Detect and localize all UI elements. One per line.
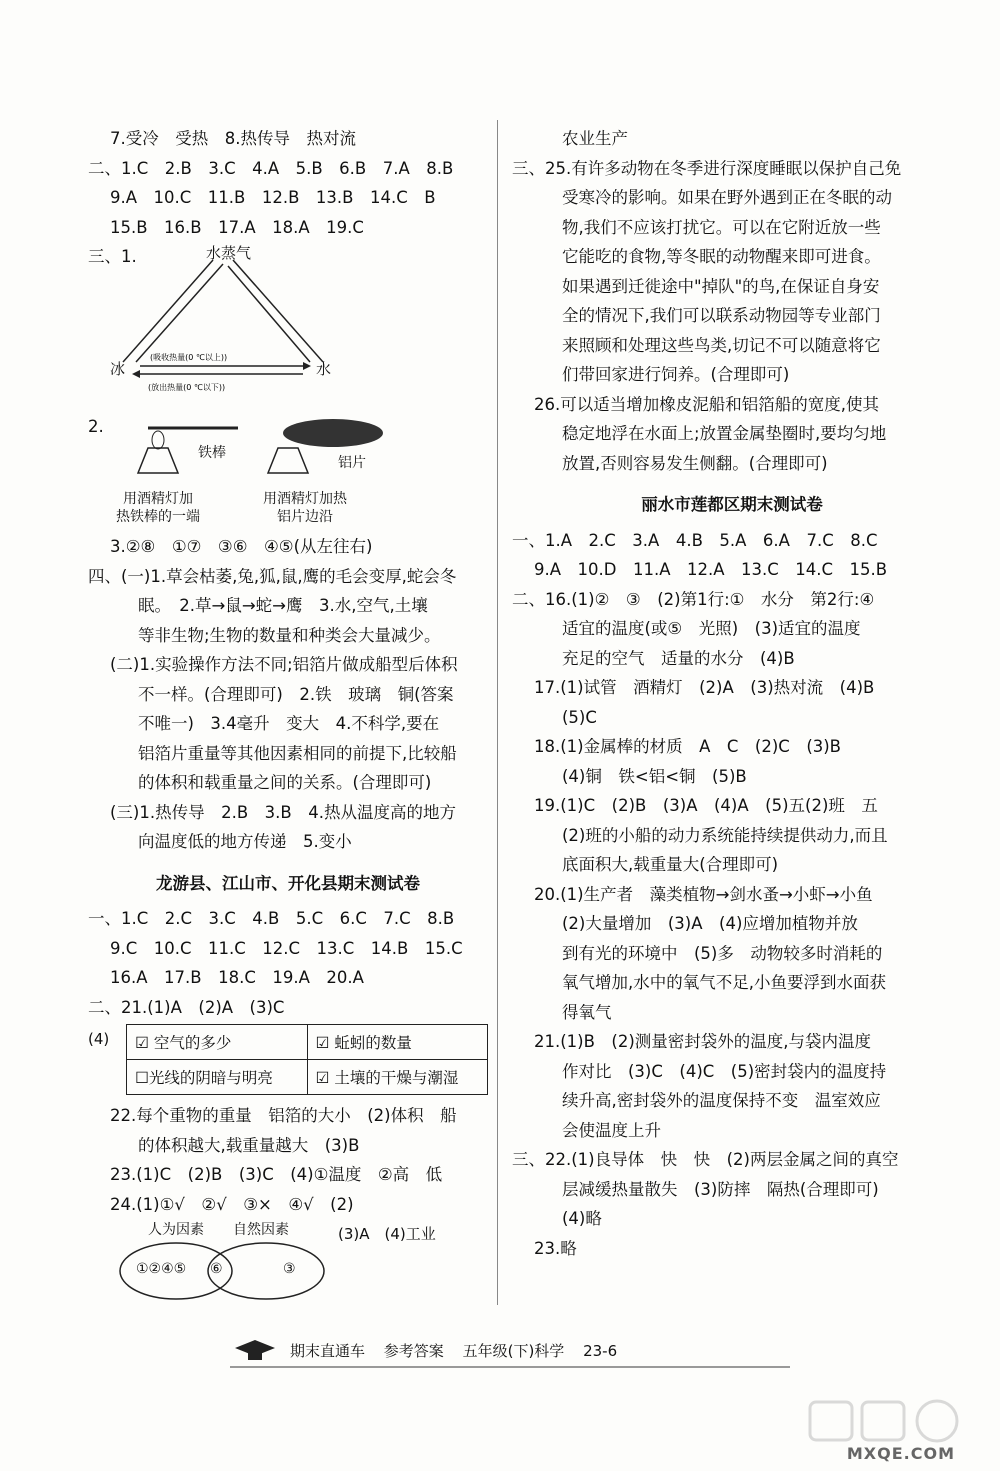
heating-figure — [88, 412, 488, 532]
answer-line: 全的情况下,我们可以联系动物园等专业部门 — [562, 306, 881, 325]
answer-line: 们带回家进行饲养。(合理即可) — [562, 365, 790, 384]
left-column — [88, 124, 488, 1309]
caption-line: 用酒精灯加热 — [263, 491, 347, 507]
right-column — [512, 124, 952, 1263]
graduation-cap-icon — [230, 1336, 280, 1366]
answer-line: 四、(一)1.草会枯萎,兔,狐,鼠,鹰的毛会变厚,蛇会冬 — [88, 566, 457, 586]
answer-line: 的体积和载重量之间的关系。(合理即可) — [138, 773, 432, 792]
watermark-text: MXQE.COM — [846, 1444, 955, 1463]
answer-line: 9.A 10.C 11.B 12.B 13.B 14.C B — [110, 188, 436, 207]
answer-line: 不一样。(合理即可) 2.铁 玻璃 铜(答案 — [138, 684, 454, 704]
footer-answers: 参考答案 — [383, 1342, 444, 1360]
caption-line: 热铁棒的一端 — [116, 509, 200, 525]
factor-table — [126, 1024, 488, 1095]
answer-line: 2. — [88, 417, 104, 436]
answer-line: 三、22.(1)良导体 快 快 (2)两层金属之间的真空 — [512, 1150, 899, 1169]
answer-line: 等非生物;生物的数量和种类会大量减少。 — [138, 625, 441, 645]
answer-line: (4)略 — [562, 1209, 602, 1228]
table-cell: ☐光线的阴暗与明亮 — [127, 1060, 308, 1095]
answer-line: 到有光的环境中 (5)多 动物较多时消耗的 — [562, 943, 883, 963]
caption-2 — [263, 490, 347, 526]
section-title: 丽水市莲都区期末测试卷 — [641, 495, 823, 514]
answer-line: 铝箔片重量等其他因素相同的前提下,比较船 — [138, 743, 457, 763]
answer-line: (5)C — [562, 707, 597, 727]
answer-line: 会使温度上升 — [562, 1120, 661, 1140]
answer-line: 底面积大,载重量大(合理即可) — [562, 855, 779, 874]
caption-line: 铝片边沿 — [277, 509, 333, 525]
answer-line: 的体积越大,载重量越大 (3)B — [138, 1135, 360, 1155]
caption-1 — [116, 490, 200, 526]
answer-line: 得氧气 — [562, 1002, 612, 1022]
answer-line: 三、1. — [88, 247, 137, 266]
answer-line: 23.略 — [534, 1238, 577, 1258]
answer-line: 21.(1)B (2)测量密封袋外的温度,与袋内温度 — [534, 1032, 872, 1051]
label-rod: 铁棒 — [198, 445, 226, 461]
answer-line: 9.A 10.D 11.A 12.A 13.C 14.C 15.B — [534, 560, 888, 579]
venn-right: ③ — [283, 1261, 296, 1277]
venn-label: 自然因素 — [233, 1222, 289, 1238]
answer-line: (二)1.实验操作方法不同;铝箔片做成船型后体积 — [110, 655, 458, 674]
answer-line: 17.(1)试管 酒精灯 (2)A (3)热对流 (4)B — [534, 678, 875, 697]
footer-text — [290, 1340, 631, 1361]
answer-line: 一、1.A 2.C 3.A 4.B 5.A 6.A 7.C 8.C — [512, 530, 878, 550]
answer-line: 充足的空气 适量的水分 (4)B — [562, 648, 795, 668]
answer-line: 三、25.有许多动物在冬季进行深度睡眠以保护自己免 — [512, 158, 902, 178]
answer-line: (4) — [88, 1030, 110, 1048]
venn-figure — [88, 1219, 488, 1309]
answer-line: 氧气增加,水中的氧气不足,小鱼要浮到水面获 — [562, 973, 886, 992]
answer-line: 受寒冷的影响。如果在野外遇到正在冬眠的动 — [562, 188, 892, 207]
label-plate: 铝片 — [338, 455, 366, 471]
answer-line: 15.B 16.B 17.A 18.A 19.C — [110, 217, 364, 237]
answer-line: 如果遇到迁徙途中"掉队"的鸟,在保证自身安 — [562, 276, 880, 296]
table-cell: ☑ 空气的多少 — [127, 1025, 308, 1060]
answer-line: (4)铜 铁<铝<铜 (5)B — [562, 766, 747, 786]
venn-label: 人为因素 — [148, 1222, 204, 1238]
answer-line: 不唯一) 3.4毫升 变大 4.不科学,要在 — [138, 714, 440, 733]
answer-line: (三)1.热传导 2.B 3.B 4.热从温度高的地方 — [110, 802, 456, 822]
answer-line: 作对比 (3)C (4)C (5)密封袋内的温度持 — [562, 1061, 887, 1081]
answer-line: 9.C 10.C 11.C 12.C 13.C 14.B 15.C — [110, 938, 463, 958]
answer-line: 一、1.C 2.C 3.C 4.B 5.C 6.C 7.C 8.B — [88, 909, 455, 928]
answer-line: 20.(1)生产者 藻类植物→剑水蚤→小虾→小鱼 — [534, 884, 873, 904]
answer-line: 续升高,密封袋外的温度保持不变 温室效应 — [562, 1091, 881, 1110]
answer-line: 来照顾和处理这些鸟类,切记不可以随意将它 — [562, 335, 881, 355]
answer-line: 物,我们不应该打扰它。可以在它附近放一些 — [562, 217, 881, 237]
answer-line: 层减缓热量散失 (3)防摔 隔热(合理即可) — [562, 1179, 879, 1199]
watermark-icon — [802, 1396, 972, 1446]
answer-line: 7.受冷 受热 8.热传导 热对流 — [110, 129, 356, 148]
label-vapor: 水蒸气 — [206, 244, 252, 262]
label-ice: 冰 — [110, 360, 126, 378]
answer-line: 向温度低的地方传递 5.变小 — [138, 832, 352, 851]
answer-line: 3.②⑧ ①⑦ ③⑥ ④⑤(从左往右) — [110, 537, 373, 556]
answer-line: 放置,否则容易发生侧翻。(合理即可) — [562, 453, 828, 473]
label-water: 水 — [316, 360, 332, 378]
heating-apparatus — [118, 418, 418, 488]
answer-line: 它能吃的食物,等冬眠的动物醒来即可进食。 — [562, 247, 881, 266]
answer-line: (3)A (4)工业 — [338, 1225, 436, 1243]
answer-line: (2)大量增加 (3)A (4)应增加植物并放 — [562, 914, 858, 933]
column-divider — [497, 120, 498, 1305]
answer-line: 稳定地浮在水面上;放置金属垫圈时,要均匀地 — [562, 424, 887, 443]
answer-line: 19.(1)C (2)B (3)A (4)A (5)五(2)班 五 — [534, 796, 878, 815]
water-cycle-diagram — [118, 242, 338, 412]
footer-page: 23-6 — [583, 1342, 618, 1360]
caption-line: 用酒精灯加 — [123, 491, 193, 507]
answer-line: 二、16.(1)② ③ (2)第1行:① 水分 第2行:④ — [512, 589, 875, 609]
table-cell: ☑ 土壤的干燥与潮湿 — [307, 1060, 488, 1095]
answer-line: 眠。 2.草→鼠→蛇→鹰 3.水,空气,土壤 — [138, 596, 428, 615]
answer-line: 二、21.(1)A (2)A (3)C — [88, 997, 285, 1017]
answer-line: 二、1.C 2.B 3.C 4.A 5.B 6.B 7.A 8.B — [88, 158, 454, 178]
venn-mid: ⑥ — [210, 1261, 223, 1277]
table-cell: ☑ 蚯蚓的数量 — [307, 1025, 488, 1060]
answer-line: 23.(1)C (2)B (3)C (4)①温度 ②高 低 — [110, 1165, 443, 1184]
answer-line: 26.可以适当增加橡皮泥船和铝箔船的宽度,使其 — [534, 394, 879, 414]
answer-line: 24.(1)①√ ②√ ③× ④√ (2) — [110, 1194, 354, 1214]
water-cycle-figure — [88, 242, 488, 412]
label-a5: (吸收热量(0 ℃以上)) — [150, 353, 228, 362]
answer-line: 适宜的温度(或⑤ 光照) (3)适宜的温度 — [562, 619, 861, 638]
answer-line: (2)班的小船的动力系统能持续提供动力,而且 — [562, 825, 888, 845]
answer-line: 农业生产 — [562, 129, 628, 148]
answer-line: 16.A 17.B 18.C 19.A 20.A — [110, 968, 364, 987]
page-footer — [230, 1336, 790, 1368]
footer-series: 期末直通车 — [290, 1342, 366, 1360]
label-a7: (放出热量(0 ℃以下)) — [148, 383, 226, 392]
answer-line: 18.(1)金属棒的材质 A C (2)C (3)B — [534, 737, 842, 756]
answer-line: 22.每个重物的重量 铝箔的大小 (2)体积 船 — [110, 1106, 457, 1125]
venn-left: ①②④⑤ — [136, 1261, 187, 1277]
section-title: 龙游县、江山市、开化县期末测试卷 — [156, 873, 420, 893]
factor-table-block — [88, 1024, 488, 1095]
footer-grade: 五年级(下)科学 — [462, 1342, 565, 1360]
